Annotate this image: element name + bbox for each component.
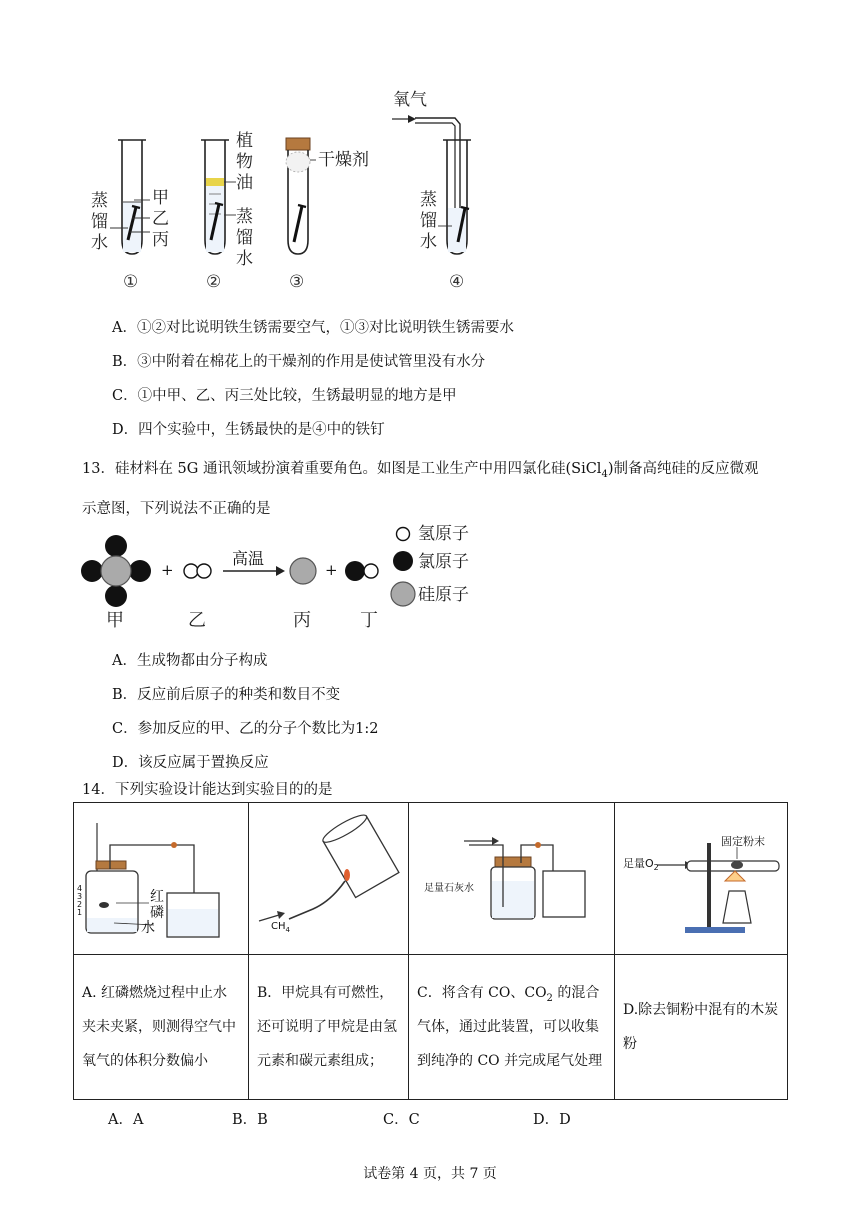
- q14-experiment-table: [73, 802, 788, 1100]
- tube3-desiccant-label: 干燥剂: [318, 150, 369, 170]
- molecule-ding: [345, 561, 378, 581]
- tube-1: [110, 140, 150, 254]
- tube1-number: ①: [123, 272, 139, 292]
- page-footer: 试卷第 4 页，共 7 页: [363, 1166, 497, 1182]
- q13-stem-line2: 示意图，下列说法不正确的是: [82, 501, 271, 517]
- q12-option-b: B．③中附着在棉花上的干燥剂的作用是使试管里没有水分: [112, 354, 486, 370]
- iron-rust-experiment-figure: [80, 80, 500, 300]
- cell-figure-c: [409, 803, 615, 955]
- atom-bing: [290, 558, 316, 584]
- tube2-oil-label: 植 物 油: [236, 131, 253, 193]
- oxygen-label: 足量$O_2$: [623, 857, 659, 873]
- copper-powder-heating-apparatus: [615, 803, 788, 950]
- molecule-yi: [184, 564, 211, 578]
- q14-answer-b: B．B: [232, 1112, 268, 1128]
- tube4-water-label: 蒸 馏 水: [420, 190, 437, 252]
- limewater-label: 足量石灰水: [424, 883, 474, 894]
- tube2-water-label: 蒸 馏 水: [236, 207, 253, 269]
- legend-chlorine: 氯原子: [418, 552, 469, 572]
- molecule-jia: [81, 535, 151, 607]
- q14-answer-d: D．D: [533, 1112, 571, 1128]
- q13-option-a: A．生成物都由分子构成: [112, 653, 268, 669]
- cell-figure-d: [615, 803, 788, 955]
- tube4-oxygen-label: 氧气: [393, 90, 427, 110]
- legend-hydrogen: 氢原子: [418, 524, 469, 544]
- q14-answer-c: C．C: [383, 1112, 420, 1128]
- tube2-number: ②: [206, 272, 222, 292]
- methane-label: $CH_4$: [271, 921, 290, 934]
- cell-figure-b: [249, 803, 409, 955]
- tube4-number: ④: [449, 272, 465, 292]
- test-tubes-drawing: [80, 80, 500, 300]
- q13-option-b: B．反应前后原子的种类和数目不变: [112, 687, 341, 703]
- tube1-water-label: 蒸 馏 水: [91, 191, 108, 253]
- plus-sign-2: +: [325, 561, 338, 579]
- cell-text-b: B．甲烷具有可燃性，还可说明了甲烷是由氢元素和碳元素组成；: [249, 955, 409, 1100]
- solid-powder-label: 固定粉末: [721, 835, 765, 848]
- q14-stem: 14．下列实验设计能达到实验目的的是: [82, 782, 333, 798]
- label-ding: 丁: [360, 610, 378, 631]
- plus-sign-1: +: [161, 561, 174, 579]
- q13-option-d: D．该反应属于置换反应: [112, 755, 269, 771]
- tube3-number: ③: [289, 272, 305, 292]
- tube-3: [286, 138, 316, 254]
- tube-2: [201, 140, 236, 254]
- cell-text-c: C．将含有 CO、$CO_2$ 的混合气体，通过此装置，可以收集到纯净的 CO 并完成尾气处理: [409, 955, 615, 1100]
- q12-option-a: A．①②对比说明铁生锈需要空气，①③对比说明铁生锈需要水: [112, 320, 514, 336]
- red-phosphorus-apparatus: [74, 803, 249, 950]
- legend-silicon: 硅原子: [418, 585, 469, 605]
- label-jia: 甲: [106, 610, 124, 631]
- q13-option-c: C．参加反应的甲、乙的分子个数比为1:2: [112, 721, 379, 737]
- tube1-points-label: 甲 乙 丙: [152, 188, 169, 250]
- q13-stem-line1: 13．硅材料在 5G 通讯领域扮演着重要角色。如图是工业生产中用四氯化硅(SiCl$_4$)制备高纯硅的反应微观: [82, 461, 759, 480]
- reaction-condition: 高温: [232, 549, 265, 568]
- label-bing: 丙: [293, 610, 311, 631]
- cell-figure-a: [74, 803, 249, 955]
- q14-answer-a: A．A: [108, 1112, 144, 1128]
- cell-text-d: D.除去铜粉中混有的木炭粉: [615, 955, 788, 1100]
- q12-option-c: C．①中甲、乙、丙三处比较，生锈最明显的地方是甲: [112, 388, 457, 404]
- cell-text-a: A. 红磷燃烧过程中止水夹未夹紧，则测得空气中氧气的体积分数偏小: [74, 955, 249, 1100]
- limewater-collection-apparatus: [409, 803, 615, 950]
- water-label: 水: [141, 920, 155, 936]
- bottle-scale: 4 3 2 1: [77, 884, 83, 917]
- q12-option-d: D．四个实验中，生锈最快的是④中的铁钉: [112, 422, 385, 438]
- label-yi: 乙: [188, 610, 206, 631]
- phosphorus-label: 红 磷: [150, 889, 164, 921]
